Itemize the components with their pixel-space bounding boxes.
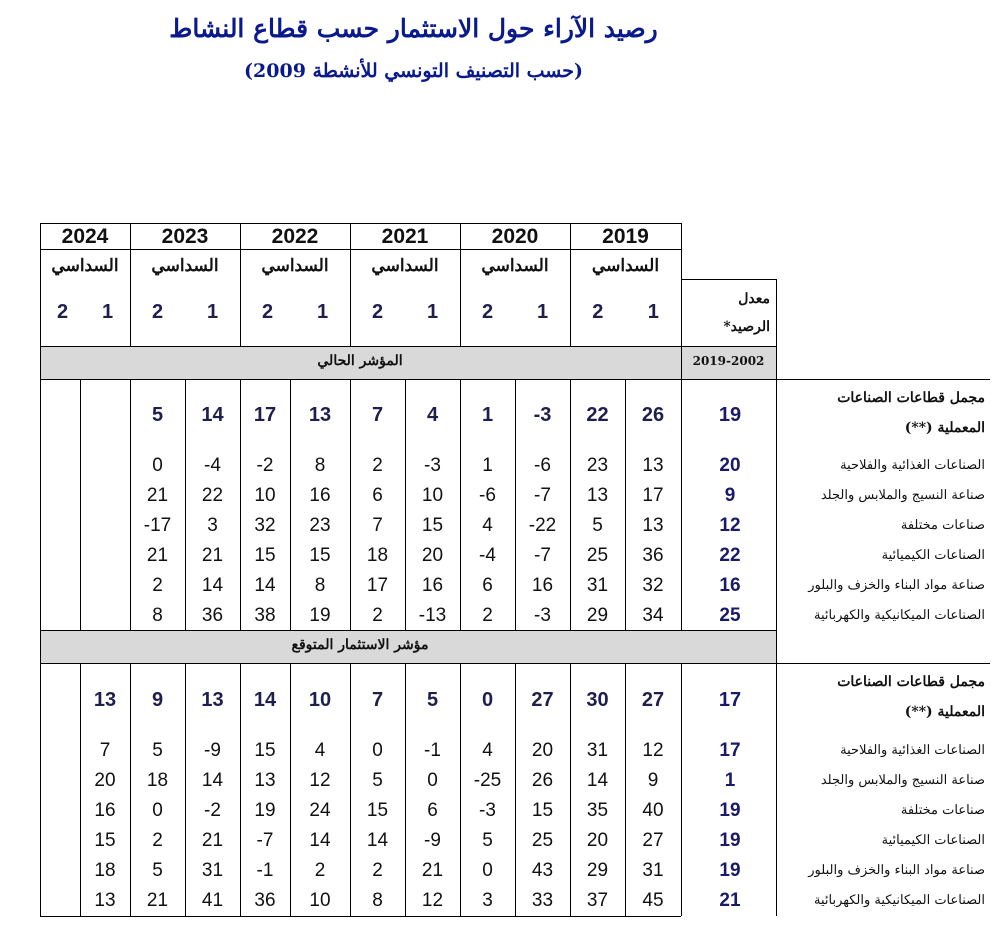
data-cell: 20: [421, 545, 444, 566]
rule-h: [40, 249, 681, 250]
rule-v: [40, 223, 41, 346]
semester-1-2024: 1: [101, 301, 114, 323]
data-cell: 16: [531, 575, 554, 596]
data-cell: 36: [642, 545, 664, 566]
rule-h: [681, 279, 776, 280]
row-label: الصناعات الميكانيكية والكهربائية: [814, 608, 985, 623]
data-cell: 13: [254, 770, 276, 791]
data-cell: 41: [201, 890, 224, 911]
data-cell: -6: [479, 485, 496, 506]
rule-h: [776, 663, 990, 664]
data-cell: 34: [642, 605, 664, 626]
data-cell: 18: [366, 545, 389, 566]
row-average: 19: [719, 830, 741, 851]
data-cell: 17: [253, 404, 277, 426]
year-header-2021: 2021: [381, 225, 429, 248]
data-cell: 30: [586, 689, 609, 711]
data-cell: 14: [254, 575, 276, 596]
data-cell: -25: [473, 770, 502, 791]
year-header-2024: 2024: [61, 225, 109, 248]
row-average: 19: [719, 800, 741, 821]
data-cell: 2: [152, 575, 163, 596]
row-label: الصناعات الميكانيكية والكهربائية: [814, 893, 985, 908]
data-cell: 38: [254, 605, 276, 626]
data-cell: -7: [256, 830, 274, 851]
data-cell: 21: [201, 830, 224, 851]
data-cell: 21: [201, 545, 224, 566]
year-header-2023: 2023: [161, 225, 209, 248]
data-cell: 15: [254, 740, 276, 761]
data-cell: -7: [534, 545, 551, 566]
data-cell: 14: [201, 575, 224, 596]
row-label: الصناعات الكيميائية: [881, 833, 985, 848]
data-cell: -6: [534, 455, 551, 476]
data-cell: -17: [143, 515, 172, 536]
data-cell: 20: [586, 830, 609, 851]
data-cell: -3: [533, 404, 552, 426]
data-cell: 2: [372, 455, 383, 476]
rule-v: [40, 663, 41, 916]
data-cell: 7: [372, 515, 383, 536]
row-label: الصناعات الكيميائية: [881, 548, 985, 563]
data-cell: 13: [93, 689, 117, 711]
data-cell: 26: [641, 404, 665, 426]
data-cell: 31: [586, 740, 609, 761]
semester-1-2023: 1: [206, 301, 219, 323]
data-cell: 43: [531, 860, 554, 881]
data-cell: -3: [479, 800, 496, 821]
data-cell: 5: [592, 515, 603, 536]
semester-2-2020: 2: [481, 301, 494, 323]
semester-2-2022: 2: [261, 301, 274, 323]
data-cell: 13: [94, 890, 116, 911]
rule-h: [40, 379, 776, 380]
data-cell: 21: [421, 860, 444, 881]
data-cell: 6: [482, 575, 493, 596]
data-cell: 16: [94, 800, 116, 821]
rule-v: [80, 379, 81, 630]
data-cell: 8: [314, 455, 326, 476]
row-label: صناعة النسيج والملابس والجلد: [820, 488, 985, 503]
rule-h: [40, 663, 776, 664]
data-cell: 4: [426, 404, 439, 426]
row-label: مجمل قطاعات الصناعات المعملية (**): [837, 674, 985, 720]
data-cell: -2: [204, 800, 221, 821]
data-cell: 32: [254, 515, 276, 536]
semester-label-2021: السداسي: [371, 256, 439, 276]
data-cell: 31: [642, 860, 664, 881]
data-cell: -1: [424, 740, 441, 761]
data-cell: 21: [146, 890, 169, 911]
data-cell: 16: [309, 485, 331, 506]
semester-label-2024: السداسي: [51, 256, 119, 276]
data-cell: 9: [647, 770, 659, 791]
data-cell: 18: [146, 770, 169, 791]
rule-h: [40, 346, 776, 347]
rule-v: [681, 663, 682, 916]
data-cell: 27: [642, 830, 664, 851]
data-cell: 2: [372, 605, 383, 626]
data-cell: 14: [366, 830, 389, 851]
semester-1-2021: 1: [426, 301, 439, 323]
data-cell: -3: [424, 455, 441, 476]
data-cell: 35: [586, 800, 609, 821]
data-cell: 36: [254, 890, 276, 911]
year-header-2022: 2022: [271, 225, 319, 248]
data-cell: 12: [421, 890, 444, 911]
rule-v: [570, 223, 571, 346]
data-cell: 23: [309, 515, 331, 536]
data-cell: 8: [314, 575, 326, 596]
data-cell: 45: [642, 890, 664, 911]
rule-h: [40, 916, 681, 917]
page-title: رصيد الآراء حول الاستثمار حسب قطاع النشاط: [169, 14, 658, 43]
rule-v: [40, 379, 41, 630]
rule-v: [776, 346, 777, 379]
data-cell: 5: [151, 404, 164, 426]
data-cell: 2: [152, 830, 163, 851]
row-average: 16: [719, 575, 741, 596]
rule-v: [130, 223, 131, 346]
data-cell: 31: [201, 860, 224, 881]
data-cell: 5: [372, 770, 383, 791]
semester-1-2020: 1: [536, 301, 549, 323]
data-cell: 13: [308, 404, 332, 426]
data-cell: 5: [152, 740, 163, 761]
data-cell: 2: [482, 605, 493, 626]
data-cell: 21: [146, 545, 169, 566]
data-cell: 4: [482, 740, 493, 761]
data-cell: 29: [586, 605, 609, 626]
data-cell: 22: [201, 485, 224, 506]
data-cell: 12: [309, 770, 331, 791]
semester-label-2023: السداسي: [151, 256, 219, 276]
data-cell: 5: [152, 860, 163, 881]
data-cell: 7: [99, 740, 111, 761]
data-cell: 24: [309, 800, 331, 821]
row-average: 19: [719, 860, 741, 881]
data-cell: 15: [421, 515, 444, 536]
data-cell: 13: [201, 689, 224, 711]
data-cell: 8: [152, 605, 163, 626]
year-header-2020: 2020: [491, 225, 539, 248]
data-cell: 23: [586, 455, 609, 476]
semester-2-2023: 2: [151, 301, 164, 323]
rule-v: [681, 223, 682, 346]
rule-v: [776, 379, 777, 630]
data-cell: 4: [314, 740, 326, 761]
data-cell: 4: [482, 515, 493, 536]
data-cell: 15: [531, 800, 554, 821]
semester-label-2020: السداسي: [481, 256, 549, 276]
row-average: 22: [719, 545, 741, 566]
row-label: مجمل قطاعات الصناعات المعملية (**): [837, 390, 985, 436]
data-cell: 6: [372, 485, 383, 506]
rule-h: [40, 630, 776, 631]
rule-v: [776, 663, 777, 916]
section-title: المؤشر الحالي: [317, 353, 403, 369]
rule-h: [40, 223, 681, 224]
data-cell: 0: [481, 689, 494, 711]
data-cell: 27: [531, 689, 554, 711]
semester-1-2019: 1: [647, 301, 659, 323]
data-cell: 15: [309, 545, 331, 566]
data-cell: 27: [641, 689, 665, 711]
data-cell: 10: [308, 689, 332, 711]
data-cell: 32: [642, 575, 664, 596]
data-cell: 3: [482, 890, 493, 911]
data-cell: 17: [366, 575, 389, 596]
data-cell: 19: [309, 605, 331, 626]
data-cell: 20: [531, 740, 554, 761]
data-cell: 14: [201, 770, 224, 791]
rule-h: [776, 379, 990, 380]
data-cell: 0: [427, 770, 438, 791]
data-cell: 18: [94, 860, 116, 881]
data-cell: 0: [152, 800, 163, 821]
data-cell: -9: [424, 830, 441, 851]
row-label: صناعات مختلفة: [900, 518, 985, 533]
data-cell: -1: [256, 860, 274, 881]
data-cell: 15: [366, 800, 389, 821]
semester-2-2019: 2: [592, 301, 604, 323]
row-average: 17: [719, 740, 741, 761]
section-title: مؤشر الاستثمار المتوقع: [291, 637, 429, 653]
data-cell: 5: [482, 830, 493, 851]
row-average: 25: [719, 605, 741, 626]
rule-v: [681, 379, 682, 630]
row-average: 21: [719, 890, 741, 911]
row-label: الصناعات الغذائية والفلاحية: [840, 743, 985, 758]
data-cell: 16: [421, 575, 444, 596]
row-average: 1: [724, 770, 736, 791]
row-average: 20: [719, 455, 741, 476]
data-cell: 26: [531, 770, 554, 791]
row-label: صناعة النسيج والملابس والجلد: [820, 773, 985, 788]
data-cell: 33: [531, 890, 554, 911]
data-cell: 31: [586, 575, 609, 596]
rule-v: [776, 630, 777, 663]
row-label: الصناعات الغذائية والفلاحية: [840, 458, 985, 473]
data-cell: 1: [482, 455, 493, 476]
data-cell: 15: [94, 830, 116, 851]
row-label: صناعات مختلفة: [900, 803, 985, 818]
data-cell: -22: [528, 515, 557, 536]
avg-period: 2019-2002: [692, 354, 765, 368]
data-cell: 25: [531, 830, 554, 851]
data-cell: 2: [372, 860, 383, 881]
data-cell: -7: [534, 485, 551, 506]
data-cell: 10: [421, 485, 444, 506]
data-cell: 10: [309, 890, 331, 911]
row-label: صناعة مواد البناء والخزف والبلور: [808, 863, 985, 878]
data-cell: 7: [371, 404, 384, 426]
data-cell: 40: [642, 800, 664, 821]
row-average: 17: [718, 689, 742, 711]
data-cell: 20: [94, 770, 116, 791]
data-cell: 13: [642, 455, 664, 476]
data-cell: 10: [254, 485, 276, 506]
rule-v: [350, 223, 351, 346]
data-cell: 22: [586, 404, 609, 426]
data-cell: 13: [586, 485, 609, 506]
data-cell: -4: [479, 545, 496, 566]
data-cell: 14: [586, 770, 609, 791]
data-cell: 37: [586, 890, 609, 911]
rule-v: [40, 346, 41, 379]
data-cell: 14: [253, 689, 277, 711]
rule-v: [776, 279, 777, 346]
data-cell: 21: [146, 485, 169, 506]
data-cell: 36: [201, 605, 224, 626]
rule-v: [40, 630, 41, 663]
data-cell: -13: [418, 605, 447, 626]
data-cell: 0: [482, 860, 493, 881]
data-cell: 6: [427, 800, 438, 821]
avg-label: معدل الرصيد*: [723, 291, 770, 335]
semester-2-2024: 2: [56, 301, 69, 323]
data-cell: 17: [642, 485, 664, 506]
data-cell: -9: [204, 740, 221, 761]
data-cell: 5: [426, 689, 439, 711]
data-cell: 15: [254, 545, 276, 566]
data-cell: 7: [371, 689, 384, 711]
row-average: 9: [724, 485, 736, 506]
data-cell: 14: [309, 830, 331, 851]
data-cell: 1: [481, 404, 494, 426]
data-cell: 2: [314, 860, 326, 881]
data-cell: 14: [201, 404, 224, 426]
row-label: صناعة مواد البناء والخزف والبلور: [808, 578, 985, 593]
data-cell: 19: [254, 800, 276, 821]
rule-v: [240, 223, 241, 346]
data-cell: -4: [204, 455, 221, 476]
semester-label-2019: السداسي: [591, 256, 660, 276]
semester-1-2022: 1: [316, 301, 329, 323]
data-cell: -2: [256, 455, 274, 476]
page-subtitle: (حسب التصنيف التونسي للأنشطة 2009): [244, 60, 583, 82]
year-header-2019: 2019: [602, 225, 649, 248]
rule-v: [460, 223, 461, 346]
data-cell: 13: [642, 515, 664, 536]
data-cell: 8: [372, 890, 383, 911]
data-cell: 25: [586, 545, 609, 566]
data-cell: 0: [372, 740, 383, 761]
row-average: 19: [718, 404, 742, 426]
row-average: 12: [719, 515, 741, 536]
data-cell: -3: [534, 605, 551, 626]
semester-2-2021: 2: [371, 301, 384, 323]
data-cell: 29: [586, 860, 609, 881]
data-cell: 9: [151, 689, 164, 711]
data-cell: 3: [207, 515, 218, 536]
data-cell: 0: [152, 455, 163, 476]
semester-label-2022: السداسي: [261, 256, 329, 276]
data-cell: 12: [642, 740, 664, 761]
